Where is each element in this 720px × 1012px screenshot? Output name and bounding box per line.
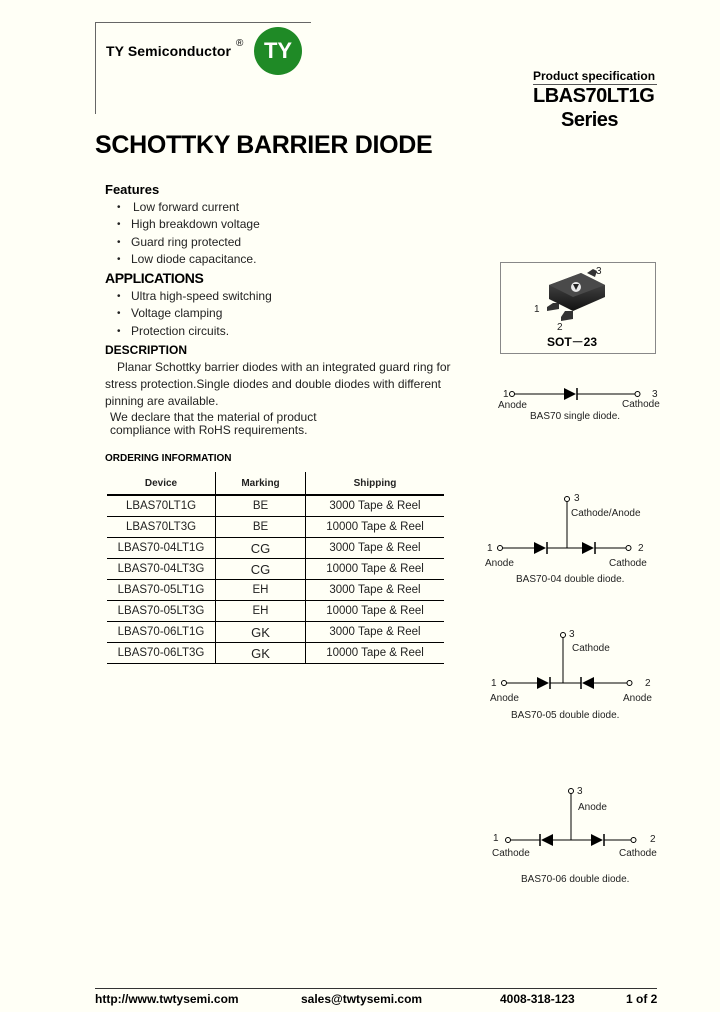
d04-pin-2: 2 (638, 543, 644, 554)
d06-caption: BAS70-06 double diode. (521, 874, 630, 885)
applications-list (115, 288, 272, 340)
d06-left-label: Cathode (492, 848, 530, 859)
shipping-cell: 3000 Tape & Reel (306, 495, 445, 517)
d06-top-label: Anode (578, 802, 607, 813)
package-pin-2: 2 (557, 322, 563, 333)
shipping-cell: 3000 Tape & Reel (306, 622, 445, 643)
table-row (107, 559, 444, 580)
device-cell: LBAS70-06LT3G (107, 643, 216, 664)
part-number: LBAS70LT1G (533, 85, 655, 107)
device-cell: LBAS70-04LT3G (107, 559, 216, 580)
product-specification-label: Product specification (533, 69, 656, 83)
d04-caption: BAS70-04 double diode. (516, 574, 625, 585)
marking-cell: GK (216, 622, 306, 643)
device-cell: LBAS70-06LT1G (107, 622, 216, 643)
shipping-cell: 10000 Tape & Reel (306, 601, 445, 622)
d04-top-label: Cathode/Anode (571, 508, 641, 519)
shipping-cell: 3000 Tape & Reel (306, 580, 445, 601)
description-line: stress protection.Single diodes and double diodes with different (105, 377, 441, 391)
marking-cell: BE (216, 495, 306, 517)
d04-right-label: Cathode (609, 558, 647, 569)
header-border-horizontal (95, 22, 311, 23)
application-item: • Protection circuits. (115, 323, 272, 340)
shipping-cell: 10000 Tape & Reel (306, 559, 445, 580)
shipping-cell: 10000 Tape & Reel (306, 643, 445, 664)
single-pin-3: 3 (652, 389, 658, 400)
table-row (107, 495, 444, 517)
device-cell: LBAS70-05LT3G (107, 601, 216, 622)
company-name: TY Semiconductor (106, 43, 232, 59)
footer-url[interactable]: http://www.twtysemi.com (95, 992, 239, 1006)
feature-item: • Guard ring protected (115, 234, 260, 251)
d05-pin-3: 3 (569, 629, 575, 640)
feature-item: • Low forward current (115, 199, 260, 216)
marking-cell: GK (216, 643, 306, 664)
d06-pin-3: 3 (577, 786, 583, 797)
marking-cell: EH (216, 580, 306, 601)
device-cell: LBAS70-05LT1G (107, 580, 216, 601)
table-row (107, 580, 444, 601)
page-title: SCHOTTKY BARRIER DIODE (95, 131, 433, 159)
table-row (107, 538, 444, 559)
d05-left-label: Anode (490, 693, 519, 704)
description-heading: DESCRIPTION (105, 343, 188, 357)
table-row (107, 601, 444, 622)
applications-heading: APPLICATIONS (105, 270, 204, 286)
package-name: SOT－23 (547, 335, 598, 349)
page-number: 1 of 2 (626, 992, 658, 1006)
column-header-device: Device (107, 472, 216, 495)
d05-right-label: Anode (623, 693, 652, 704)
d04-pin-1: 1 (487, 543, 493, 554)
single-left-label: Anode (498, 400, 527, 411)
table-header-row (107, 472, 444, 495)
d05-pin-2: 2 (645, 678, 651, 689)
device-cell: LBAS70-04LT1G (107, 538, 216, 559)
ordering-table (107, 472, 444, 664)
footer-phone: 4008-318-123 (500, 992, 575, 1006)
d05-pin-1: 1 (491, 678, 497, 689)
feature-item: • High breakdown voltage (115, 216, 260, 233)
d05-top-label: Cathode (572, 643, 610, 654)
series-label: Series (561, 109, 619, 131)
package-pin-3: 3 (596, 266, 602, 277)
ordering-heading: ORDERING INFORMATION (105, 453, 232, 464)
description-text (105, 359, 465, 410)
d06-pin-2: 2 (650, 834, 656, 845)
features-heading: Features (105, 182, 160, 197)
marking-cell: EH (216, 601, 306, 622)
single-right-label: Cathode (622, 399, 660, 410)
marking-cell: BE (216, 517, 306, 538)
header-border-vertical (95, 22, 96, 114)
column-header-shipping: Shipping (306, 472, 445, 495)
marking-cell: CG (216, 538, 306, 559)
shipping-cell: 3000 Tape & Reel (306, 538, 445, 559)
bas70-06-schematic (490, 786, 650, 852)
device-cell: LBAS70LT1G (107, 495, 216, 517)
features-list (115, 199, 260, 268)
marking-cell: CG (216, 559, 306, 580)
device-cell: LBAS70LT3G (107, 517, 216, 538)
table-row (107, 643, 444, 664)
footer-divider (95, 988, 657, 989)
bas70-04-schematic (490, 494, 650, 560)
d04-pin-3: 3 (574, 493, 580, 504)
application-item: • Voltage clamping (115, 305, 272, 322)
table-row (107, 622, 444, 643)
table-row (107, 517, 444, 538)
description-line: pinning are available. (105, 394, 219, 408)
footer-email[interactable]: sales@twtysemi.com (301, 992, 423, 1006)
application-item: • Ultra high-speed switching (115, 288, 272, 305)
d04-left-label: Anode (485, 558, 514, 569)
feature-item: • Low diode capacitance. (115, 251, 260, 268)
column-header-marking: Marking (216, 472, 306, 495)
description-line: Planar Schottky barrier diodes with an integrated guard ring for (117, 360, 451, 374)
d06-pin-1: 1 (493, 833, 499, 844)
single-pin-1: 1 (503, 389, 509, 400)
registered-mark: ® (236, 38, 244, 49)
d06-right-label: Cathode (619, 848, 657, 859)
shipping-cell: 10000 Tape & Reel (306, 517, 445, 538)
rohs-line: compliance with RoHS requirements. (110, 423, 308, 437)
rohs-line: We declare that the material of product (110, 410, 317, 424)
ty-logo: TY (254, 27, 302, 75)
package-pin-1: 1 (534, 304, 540, 315)
rohs-statement (110, 411, 317, 437)
single-caption: BAS70 single diode. (530, 411, 621, 422)
d05-caption: BAS70-05 double diode. (511, 710, 620, 721)
